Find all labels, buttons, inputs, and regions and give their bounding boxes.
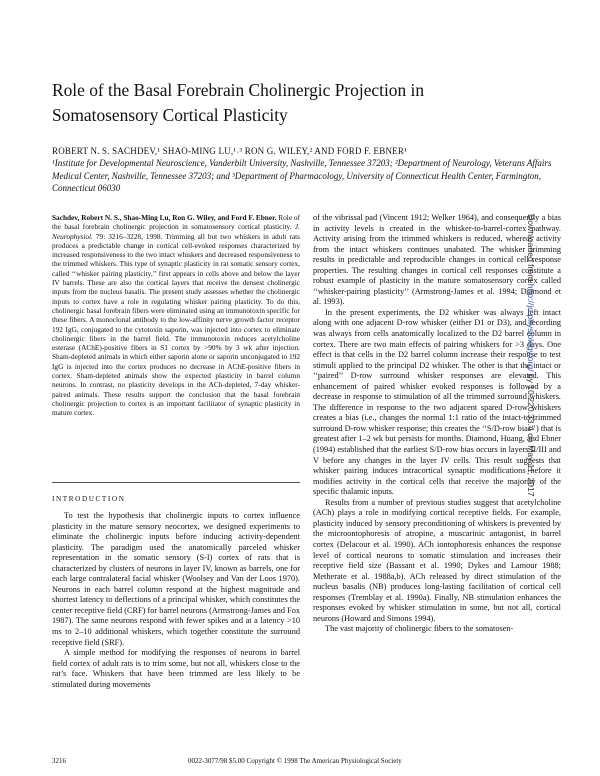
journal-name: J. Neurophysiol. bbox=[52, 222, 300, 241]
journal-link[interactable]: http://jn.physiology.org/ bbox=[526, 283, 536, 372]
paragraph: In the present experiments, the D2 whisker was always left intact along with one adjacent D-row whisker (either D1 or D3), and recording was always from cells anatomically localized to the D2 barrel column in cortex. There are two main effects of pairing whiskers for >3 days. One effect is that cells in the D2 barrel column increase their response to test stimuli applied to the principal D2 whisker. The other is that the intact or ‘‘paired’’ D-row surround whisker responses are elevated. This enhancement of paired whisker evoked responses is followed by a decrease in response to stimulation of all the trimmed surround whiskers. The difference in response to the two adjacent spared D-row whiskers creates a bias (i.e., changes the normal 1:1 ratio of the intact-to-trimmed surround D-row whisker response; this creates the ‘‘S/D-row bias’’) that is greatest after 1–2 wk but persists for months. Diamond, Huang, and Ebner (1994) established that the earliest S/D-row bias occurs in layers II/III and V before any changes in the layer IV cells. This result suggests that whisker pairing induces intracortical synaptic modifications before it modifies activity in the cortical cells that receive the majority of the specific thalamic inputs. bbox=[313, 307, 561, 497]
abstract-citation-authors: Sachdev, Robert N. S., Shao-Ming Lu, Ron G. Wiley, and Ford F. Ebner. bbox=[52, 213, 277, 222]
paragraph: The vast majority of cholinergic fibers to the somatosen- bbox=[325, 624, 514, 634]
paragraph: A simple method for modifying the responses of neurons in barrel field cortex of adult rats is to trim some, but not all, whiskers close to the rat’s face. Whiskers that have been trimmed are less likely to be stimulated during movements bbox=[52, 648, 300, 689]
affiliations: ¹Institute for Developmental Neuroscience, Vanderbilt University, Nashville, Tennessee 37203; ²Department of Neurology, Veterans Affairs Medical Center, Nashville, Tennessee 37203; and ³Department of Pharmacology, University of Connecticut Health Center, Farmington, Connecticut 06030 bbox=[52, 158, 552, 193]
abstract-text-body: 79: 3216–3228, 1998. Trimming all but two whiskers in adult rats produces a predictable change in cortical cell-evoked responses characterized by increased responsiveness to the two intact whiskers and decreased responsiveness to the trimmed whiskers. This type of synaptic plasticity in rat somatic sensory cortex, called ‘‘whisker pairing plasticity,’’ first appears in cells above and below the layer IV barrels. These are also the cortical layers that receive the densest cholinergic inputs from the nucleus basalis. The present study assesses whether the cholinergic inputs to cortex have a role in regulating whisker pairing plasticity. To do this, cholinergic basal forebrain fibers were eliminated using an immunotoxin specific for these fibers. A monoclonal antibody to the low-affinity nerve growth factor receptor 192 IgG, conjugated to the cytotoxin saporin, was injected into cortex to eliminate cholinergic fibers in the barrel field. The immunotoxin reduces acetylcholine esterase (AChE)-positive fibers in S1 cortex by >90% by 3 wk after injection. Sham-depleted animals in which either saporin alone or saporin unconjugated to 192 IgG is injected into the cortex produces no decrease in AChE-positive fibers in cortex. Sham-depleted animals show the expected plasticity in barrel column neurons. In contrast, no plasticity develops in the ACh-depleted, 7-day whisker-paired animals. These results support the conclusion that the basal forebrain cholinergic projection to cortex is an important facilitator of synaptic plasticity in mature cortex. bbox=[52, 231, 300, 418]
abstract bbox=[52, 213, 300, 418]
copyright-line: 0022-3077/98 $5.00 Copyright © 1998 The American Physiological Society bbox=[188, 757, 402, 765]
left-column bbox=[52, 511, 300, 690]
paragraph: To test the hypothesis that cholinergic inputs to cortex influence plasticity in the mature sensory neocortex, we designed experiments to eliminate the cholinergic inputs before inducing activity-dependent plasticity. The paradigm used the anatomically parceled whisker representation in the somatic sensory (S-I) cortex of rats that is characterized by clusters of neurons in layer IV, known as barrels, one for each large contralateral facial whisker (Woolsey and Van der Loos 1970). Neurons in each barrel column respond at the highest magnitude and shortest latency to deflections of a principal whisker, which constitutes the center receptive field (CRF) for barrel neurons (Armstrong-James and Fox 1987). The same neurons respond with fewer spikes and at a latency >10 ms to 2–10 additional whiskers, which together constitute the surround receptive field (SRF). bbox=[52, 511, 300, 647]
page-number: 3216 bbox=[52, 757, 66, 765]
section-heading-introduction: INTRODUCTION bbox=[52, 495, 126, 503]
download-notice bbox=[526, 214, 536, 734]
abstract-text-start: Role of the basal forebrain cholinergic projection in somatosensory cortical plasticity. bbox=[52, 213, 300, 232]
abstract-rule bbox=[52, 482, 300, 483]
author-list: ROBERT N. S. SACHDEV,¹ SHAO-MING LU,¹˒³ RON G. WILEY,² AND FORD F. EBNER¹ bbox=[52, 146, 407, 156]
right-column bbox=[313, 213, 561, 635]
download-prefix: Downloaded from bbox=[526, 214, 536, 284]
article-title: Role of the Basal Forebrain Cholinergic Projection in Somatosensory Cortical Plasticity bbox=[52, 80, 425, 125]
paragraph: of the vibrissal pad (Vincent 1912; Welker 1964), and consequently a bias in activity levels is created in the whisker-to-barrel-cortex pathway. Activity arising from the trimmed whiskers is reduced, whereas activity from the intact whiskers continues unabated. The whisker trimming results in predictable and reproducible changes in cortical cell response properties. The resulting changes in cortical cell responses constitute a robust example of plasticity in the mature somatosensory cortex called ‘‘whisker-pairing plasticity’’ (Armstrong-James et al. 1994; Diamond et al. 1993). bbox=[313, 213, 561, 307]
paragraph: Results from a number of previous studies suggest that acetylcholine (ACh) plays a role in modifying cortical receptive fields. For example, plasticity induced by sensory preconditioning of whiskers is prevented by the microontophoresis of atropine, a muscarinic antagonist, in barrel cortex (Delacour et al. 1990). ACh iontophoresis enhances the response level of cortical neurons to somatic stimulation and increases their receptive field size (Bassant et al. 1990; Dykes and Lamour 1988; Metherate et al. 1988a,b). ACh released by direct stimulation of the nucleus basalis (NB) produces long-lasting facilitation of cortical cell responses (Tremblay et al. 1990a). Finally, NB stimulation enhances the responses evoked by whisker stimulation in some, but not all, cortical neurons (Howard and Simons 1994). bbox=[313, 497, 561, 623]
download-suffix: by 10.220.33.4 on May 11, 2017 bbox=[526, 371, 536, 497]
